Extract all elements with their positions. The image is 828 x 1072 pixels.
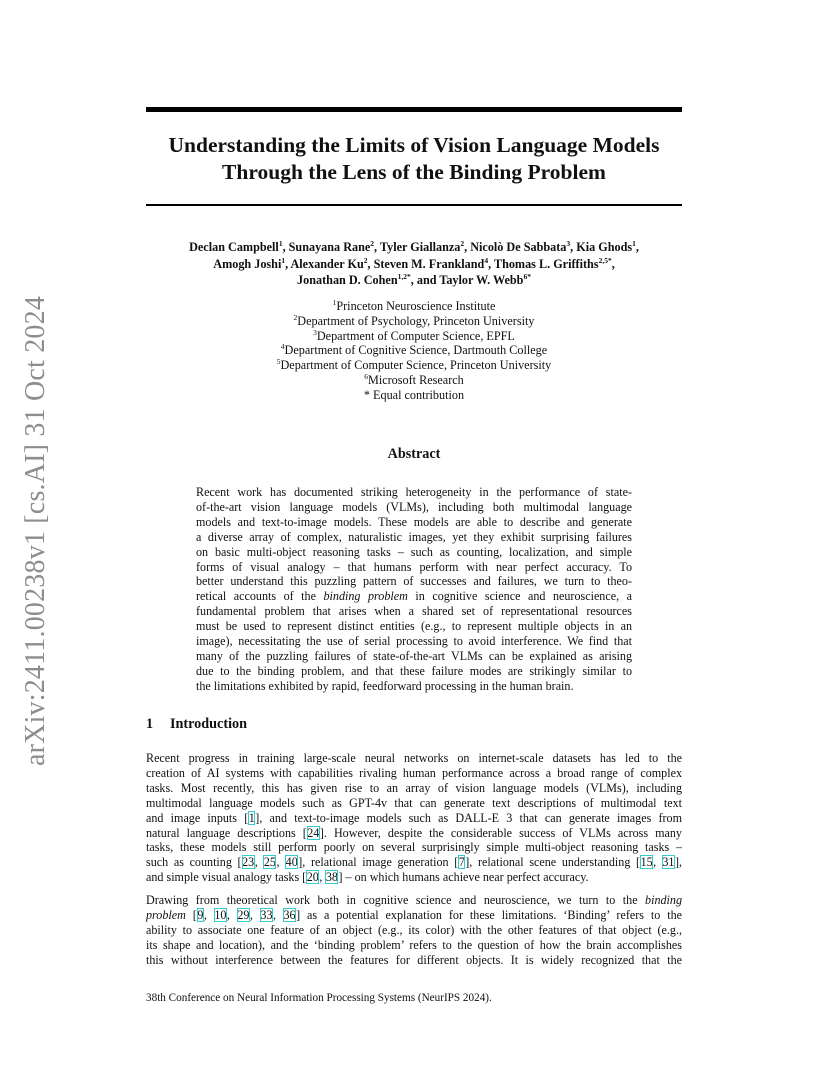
author-name: , Nicolò De Sabbata xyxy=(464,240,567,254)
text-line: Drawing from theoretical work both in cognitive science and neuroscience, we turn to the binding xyxy=(146,893,682,907)
affiliation-number: 2 xyxy=(293,312,298,322)
citation-link[interactable]: 31 xyxy=(662,855,675,870)
affiliation-number: 3 xyxy=(313,327,317,337)
citation-link[interactable]: 40 xyxy=(285,855,298,870)
conference-footnote: 38th Conference on Neural Information Processing Systems (NeurIPS 2024). xyxy=(146,992,492,1004)
text-line: forms of visual analogy – that humans perform with near perfect accuracy. To xyxy=(196,559,632,574)
text-line: this without interference between the features for different objects. It is widely recognized that the xyxy=(146,952,682,967)
text-line: problem [9, 10, 29, 33, 36] as a potential explanation for these limitations. ‘Binding’ refers to the xyxy=(146,907,682,922)
author-name: , Sunayana Rane xyxy=(282,240,371,254)
title-top-rule xyxy=(146,107,682,112)
author-name: , xyxy=(635,240,639,254)
author-affiliation-mark: 2,5* xyxy=(598,255,612,265)
text-line: fundamental problem that arises when a shared set of representational resources xyxy=(196,604,632,619)
text-line: on basic multi-object reasoning tasks – such as counting, localization, and simple xyxy=(196,544,632,559)
text-line: models and text-to-image models. These models are able to describe and generate xyxy=(196,514,632,529)
title-bottom-rule xyxy=(146,204,682,206)
affiliation-text: Department of Computer Science, Princeton University xyxy=(280,358,552,373)
author-name: Declan Campbell xyxy=(189,240,279,254)
citation-link[interactable]: 23 xyxy=(242,855,255,870)
section-number: 1 xyxy=(146,716,154,732)
text-line: multimodal language models such as GPT-4v that can generate text descriptions of multimodal text xyxy=(146,795,682,810)
text-line: the limitations exhibited by rapid, feedforward processing in the human brain. xyxy=(196,678,574,693)
author-name: , Thomas L. Griffiths xyxy=(488,256,599,271)
author-line xyxy=(146,272,682,289)
author-name: Amogh Joshi xyxy=(213,256,282,271)
abstract-heading: Abstract xyxy=(387,446,441,462)
author-name: , Tyler Giallanza xyxy=(374,240,461,254)
author-name: , Steven M. Frankland xyxy=(367,256,485,271)
citation-link[interactable]: 20 xyxy=(306,870,319,885)
author-affiliation-mark: 1 xyxy=(278,238,283,248)
affiliation-text: Princeton Neuroscience Institute xyxy=(336,299,496,313)
affiliation-text: Department of Computer Science, EPFL xyxy=(316,328,515,343)
arxiv-identifier-stamp[interactable]: arXiv:2411.00238v1 [cs.AI] 31 Oct 2024 xyxy=(20,295,51,766)
affiliation-line xyxy=(146,358,682,373)
italic-term: binding xyxy=(645,893,682,907)
italic-term: problem xyxy=(146,907,186,922)
affiliation-line xyxy=(146,343,682,358)
text-line: of-the-art vision language models (VLMs), including both multimodal language xyxy=(196,499,632,514)
author-name: , Alexander Ku xyxy=(285,256,364,271)
citation-link[interactable]: 24 xyxy=(307,825,320,840)
intro-paragraph-1 xyxy=(146,751,682,885)
text-line: due to the binding problem, and that these failure modes are strikingly similar to xyxy=(196,663,632,678)
author-affiliation-mark: 3 xyxy=(566,238,571,248)
citation-link[interactable]: 10 xyxy=(214,907,227,922)
author-affiliation-mark: 1 xyxy=(632,238,636,248)
citation-link[interactable]: 1 xyxy=(248,810,255,825)
affiliation-line xyxy=(146,299,682,314)
citation-link[interactable]: 7 xyxy=(458,855,465,870)
author-affiliation-mark: 2 xyxy=(460,238,465,248)
citation-link[interactable]: 38 xyxy=(325,870,338,885)
affiliation-line xyxy=(146,329,682,344)
author-affiliation-mark: 1,2* xyxy=(397,271,411,281)
affiliation-line xyxy=(146,373,682,388)
section-heading-introduction xyxy=(146,716,247,733)
affiliation-text: Microsoft Research xyxy=(367,372,464,387)
affiliation-number: 6 xyxy=(364,371,368,381)
author-line xyxy=(146,239,682,256)
affiliation-number: 4 xyxy=(280,342,285,352)
text-line: many of the puzzling failures of state-of-the-art VLMs can be explained as arising xyxy=(196,648,632,663)
title-line: Understanding the Limits of Vision Language Models xyxy=(168,133,660,157)
author-affiliation-mark: 1 xyxy=(281,255,286,265)
affiliation-number: 1 xyxy=(332,297,337,307)
citation-link[interactable]: 33 xyxy=(260,907,273,922)
italic-term: binding problem xyxy=(323,589,408,604)
text-line: such as counting [23, 25, 40], relational image generation [7], relational scene understanding [15, 31], xyxy=(146,855,682,870)
text-line: and simple visual analogy tasks [20, 38] – on which humans achieve near perfect accuracy. xyxy=(146,870,589,885)
text-line: retical accounts of the binding problem in cognitive science and neuroscience, a xyxy=(196,589,633,604)
text-line: image), necessitating the use of serial processing to avoid interference. We find that xyxy=(196,634,632,649)
intro-paragraph-2 xyxy=(146,893,682,968)
affiliation-line xyxy=(146,314,682,329)
text-line: tasks. Most recently, this has given rise to an array of vision language models (VLMs), including xyxy=(146,780,682,795)
abstract-body xyxy=(196,485,632,694)
citation-link[interactable]: 29 xyxy=(237,907,250,922)
text-line: creation of AI systems with capabilities rivaling human performance across a broad range of complex xyxy=(146,765,682,780)
text-line: natural language descriptions [24]. However, despite the considerable success of VLMs across many xyxy=(146,825,682,840)
affiliation-list xyxy=(146,299,682,403)
author-name: , xyxy=(611,256,615,271)
citation-link[interactable]: 15 xyxy=(640,855,653,870)
text-line: a diverse array of complex, naturalistic images, yet they exhibit surprising failures xyxy=(196,529,632,544)
affiliation-text: * Equal contribution xyxy=(363,387,465,402)
author-name: Jonathan D. Cohen xyxy=(297,273,398,287)
section-title: Introduction xyxy=(170,716,247,732)
text-line: ability to associate one feature of an object (e.g., its color) with the other features of that object (e.g., xyxy=(146,922,682,937)
author-affiliation-mark: 2 xyxy=(363,255,368,265)
citation-link[interactable]: 36 xyxy=(283,907,296,922)
text-line: its shape and location), and the ‘binding problem’ refers to the question of how the brain accomplishes xyxy=(146,937,682,952)
paper-title xyxy=(146,132,682,186)
text-line: must be used to represent distinct entities (e.g., to represent multiple objects in an xyxy=(196,619,632,634)
text-line: tasks, these models still perform poorly on several surprisingly simple multi-object reasoning tasks – xyxy=(146,840,682,855)
author-name: , and Taylor W. Webb xyxy=(410,273,524,287)
author-list xyxy=(146,239,682,289)
text-line: Recent progress in training large-scale neural networks on internet-scale datasets has led to the xyxy=(146,751,682,765)
affiliation-number: 5 xyxy=(276,357,281,367)
author-line xyxy=(146,256,682,273)
affiliation-text: Department of Cognitive Science, Dartmouth College xyxy=(284,343,548,358)
affiliation-text: Department of Psychology, Princeton University xyxy=(297,313,535,328)
citation-link[interactable]: 9 xyxy=(197,907,204,922)
citation-link[interactable]: 25 xyxy=(263,855,276,870)
text-line: Recent work has documented striking heterogeneity in the performance of state- xyxy=(196,485,632,499)
affiliation-line xyxy=(146,388,682,403)
text-line: and image inputs [1], and text-to-image models such as DALL-E 3 that can generate images from xyxy=(146,810,682,825)
author-affiliation-mark: 4 xyxy=(484,255,489,265)
author-affiliation-mark: 2 xyxy=(370,238,375,248)
author-name: , Kia Ghods xyxy=(570,240,633,254)
title-line: Through the Lens of the Binding Problem xyxy=(222,160,606,184)
text-line: better understand this puzzling pattern of successes and failures, we turn to theo- xyxy=(196,574,632,589)
author-affiliation-mark: 6* xyxy=(523,271,531,281)
